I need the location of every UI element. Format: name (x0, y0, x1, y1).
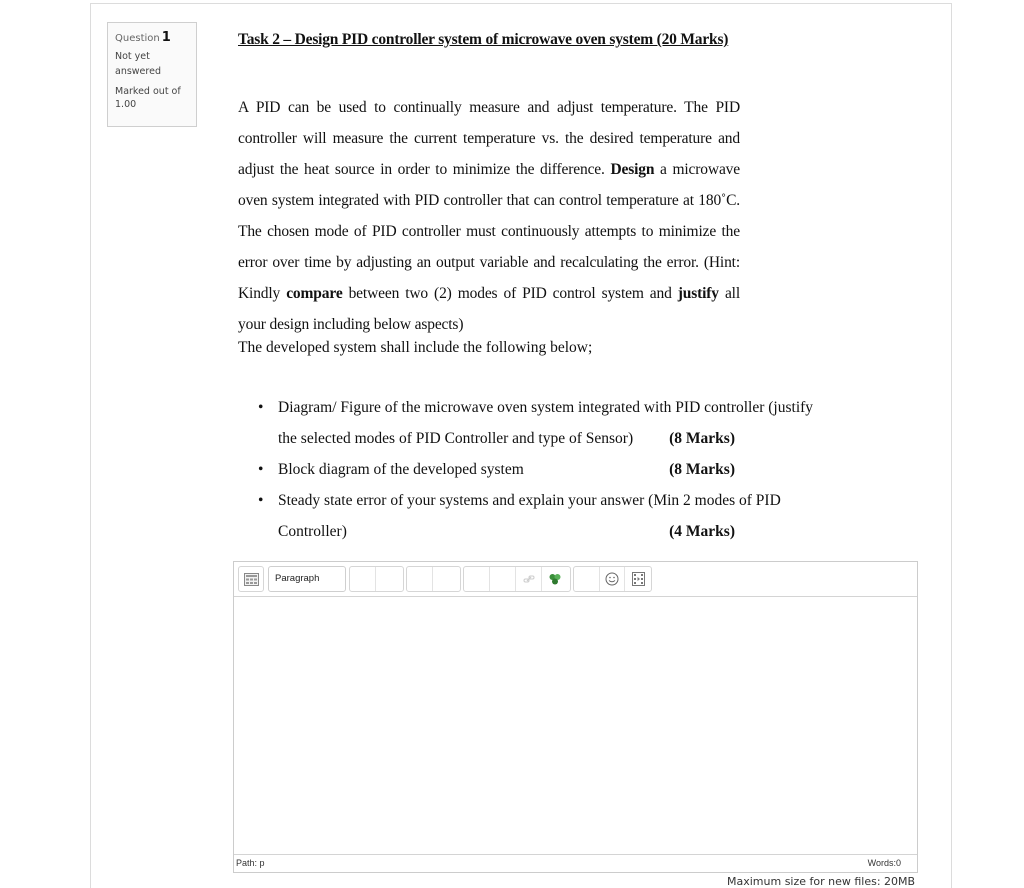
paragraph-text: between two (2) modes of PID control system and (342, 285, 678, 302)
insert-group (573, 566, 652, 592)
emphasis-word: compare (286, 285, 343, 302)
requirement-line (278, 392, 814, 423)
requirement-text: Controller) (278, 523, 347, 540)
question-state: Not yet answered (115, 51, 161, 77)
italic-button[interactable] (376, 567, 402, 591)
unlink-icon[interactable] (516, 567, 542, 591)
requirement-marks: (4 Marks) (669, 523, 735, 540)
requirement-line (278, 485, 781, 516)
requirement-text: • Block diagram of the developed system (278, 461, 524, 478)
unordered-list-button[interactable] (407, 567, 433, 591)
question-number: Question 1 (115, 30, 171, 45)
media-icon[interactable] (625, 567, 651, 591)
editor-statusbar (234, 854, 917, 872)
requirements-list (258, 392, 814, 547)
max-file-size: Maximum size for new files: 20MB (727, 875, 916, 888)
requirement-text: • Steady state error of your systems and explain your answer (Min 2 modes of PID (278, 492, 781, 509)
requirement-line (278, 454, 735, 485)
image-button[interactable] (574, 567, 600, 591)
text-style-group (349, 566, 404, 592)
format-select[interactable]: Paragraph (268, 566, 346, 592)
paragraph-text: a microwave oven system integrated with PID controller that can control temperature at 180˚C. The chosen mode of PID controller must continuously attempts to minimize the error over time by adjusting an output variable and recalculating the error. (Hint: Kindly (238, 161, 741, 302)
requirement-item (258, 392, 814, 454)
answer-textarea[interactable] (234, 598, 917, 854)
requirement-item (258, 485, 781, 547)
emphasis-word: Design (610, 161, 655, 178)
link-button[interactable] (464, 567, 490, 591)
question-grade: Marked out of 1.00 (115, 86, 181, 110)
paragraph-text: all your design including below aspects) (238, 285, 740, 333)
unlink-button[interactable] (490, 567, 516, 591)
emoticon-icon[interactable] (600, 567, 626, 591)
requirement-text: the selected modes of PID Controller and type of Sensor) (278, 430, 634, 447)
emphasis-word: justify (677, 285, 719, 302)
requirement-marks: (8 Marks) (669, 430, 735, 447)
list-group (406, 566, 461, 592)
link-group (463, 566, 571, 592)
ordered-list-button[interactable] (433, 567, 459, 591)
toolbar-toggle-group[interactable] (238, 566, 264, 592)
media-embed-icon[interactable] (542, 567, 568, 591)
task-description (238, 92, 740, 340)
toolbar-toggle-icon[interactable] (239, 567, 263, 591)
requirement-text: • Diagram/ Figure of the microwave oven system integrated with PID controller (justify (278, 399, 814, 416)
editor-path: Path: p (236, 858, 265, 868)
paragraph-text: A PID can be used to continually measure and adjust temperature. The PID controller will measure the current temperature vs. the desired temperature and adjust the heat source in order to minimize the difference. (238, 99, 740, 178)
word-count: Words:0 (867, 858, 901, 868)
question-info-panel (107, 22, 197, 127)
requirement-line (278, 423, 735, 454)
bold-button[interactable] (350, 567, 376, 591)
requirement-line (278, 516, 735, 547)
task-title: Task 2 – Design PID controller system of microwave oven system (20 Marks) (238, 31, 729, 48)
task-intro: The developed system shall include the following below; (238, 339, 593, 356)
answer-editor[interactable] (233, 561, 918, 873)
question-text (238, 30, 814, 540)
requirement-item (258, 454, 735, 485)
requirement-marks: (8 Marks) (669, 461, 735, 478)
editor-toolbar (234, 562, 917, 597)
